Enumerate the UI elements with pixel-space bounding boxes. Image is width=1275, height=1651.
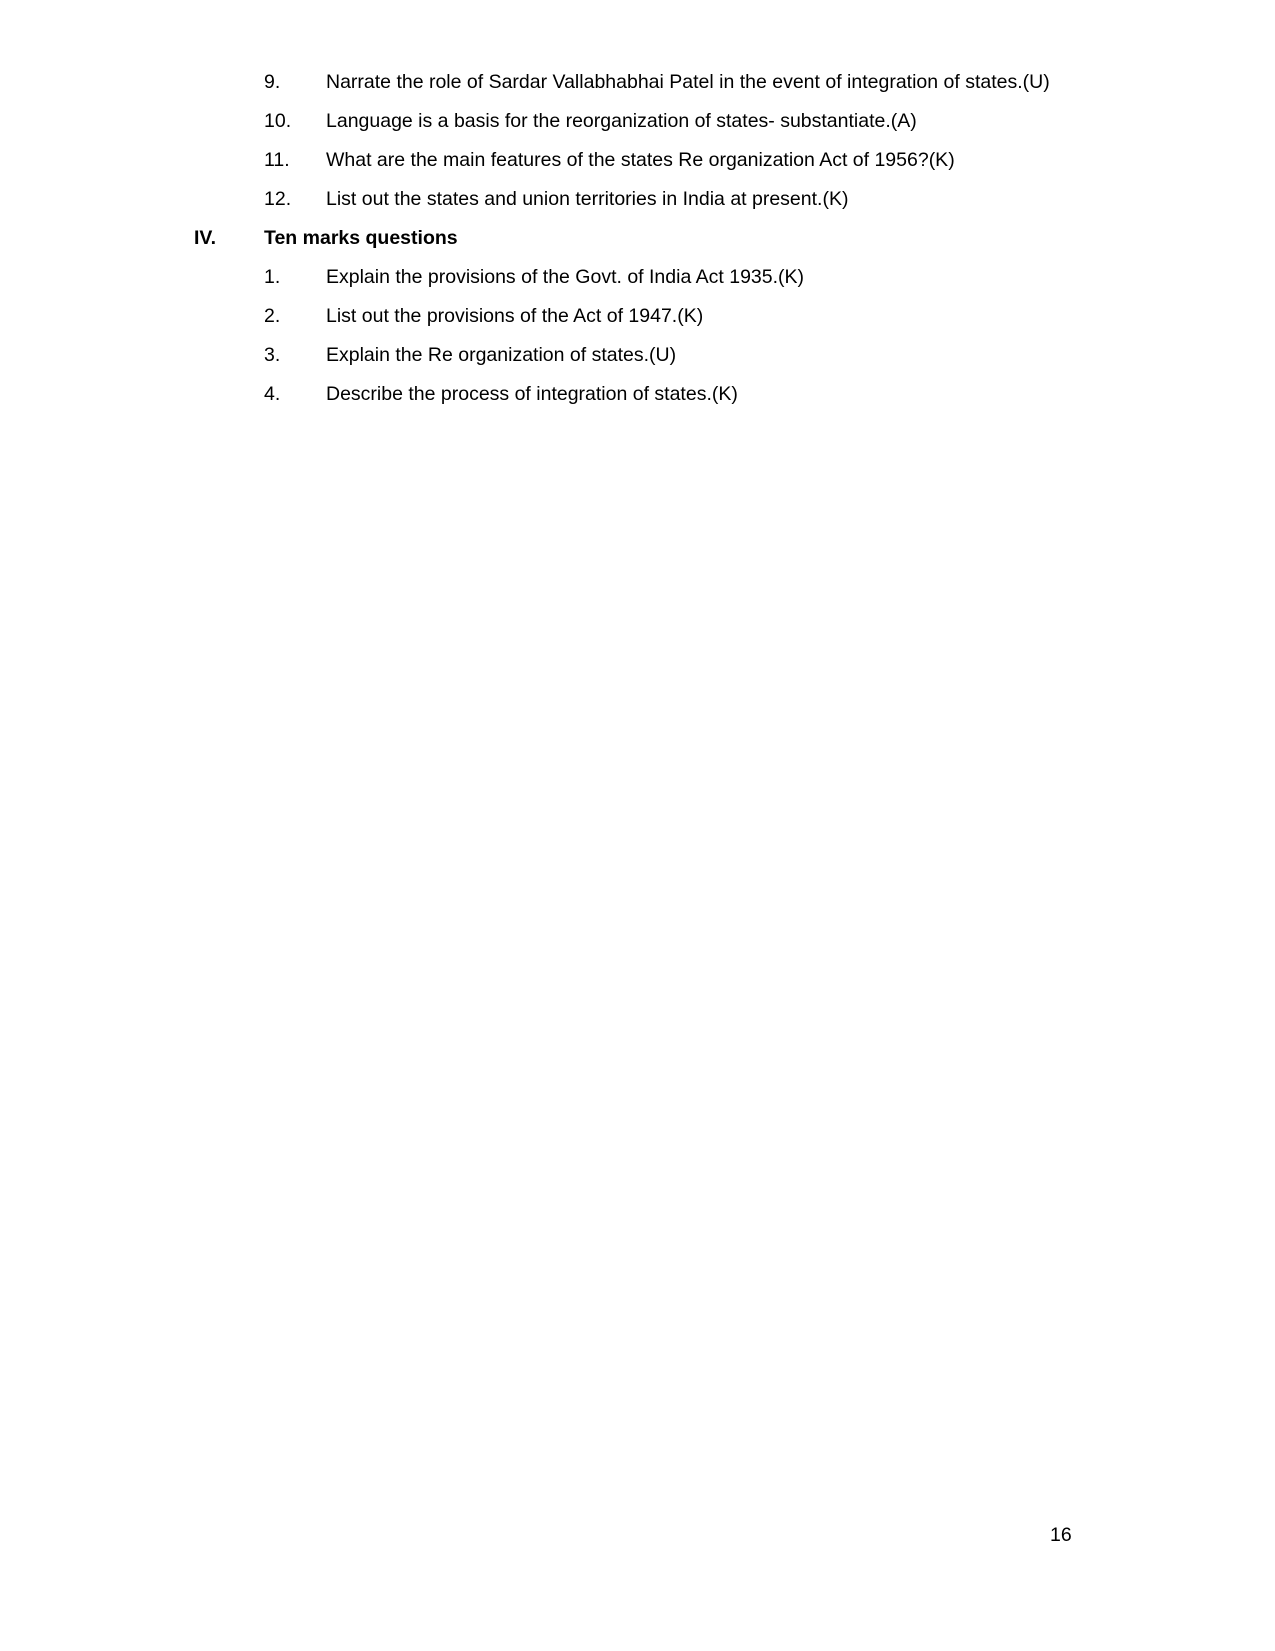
page-number: 16 xyxy=(1050,1524,1072,1546)
question-text: Narrate the role of Sardar Vallabhabhai Patel in the event of integration of states.(U) xyxy=(326,71,1050,93)
question-number: 2. xyxy=(264,305,281,327)
question-number: 1. xyxy=(264,266,281,288)
question-item-10 xyxy=(0,106,1275,136)
section-numeral: IV. xyxy=(194,227,217,249)
question-item-4 xyxy=(0,379,1275,409)
section-heading xyxy=(0,223,1275,253)
question-item-12 xyxy=(0,184,1275,214)
question-text: What are the main features of the states Re organization Act of 1956?(K) xyxy=(326,149,955,171)
section-title: Ten marks questions xyxy=(264,227,458,249)
question-text: Explain the provisions of the Govt. of India Act 1935.(K) xyxy=(326,266,805,288)
question-text: List out the provisions of the Act of 1947.(K) xyxy=(326,305,704,327)
question-text: List out the states and union territories in India at present.(K) xyxy=(326,188,849,210)
question-item-11 xyxy=(0,145,1275,175)
question-number: 9. xyxy=(264,71,281,93)
question-number: 3. xyxy=(264,344,281,366)
question-number: 4. xyxy=(264,383,281,405)
question-item-3 xyxy=(0,340,1275,370)
question-number: 12. xyxy=(264,188,292,210)
question-number: 11. xyxy=(264,149,290,171)
question-item-9 xyxy=(0,67,1275,97)
question-text: Describe the process of integration of states.(K) xyxy=(326,383,738,405)
question-item-1 xyxy=(0,262,1275,292)
question-text: Language is a basis for the reorganization of states- substantiate.(A) xyxy=(326,110,917,132)
question-text: Explain the Re organization of states.(U) xyxy=(326,344,677,366)
question-item-2 xyxy=(0,301,1275,331)
question-number: 10. xyxy=(264,110,292,132)
